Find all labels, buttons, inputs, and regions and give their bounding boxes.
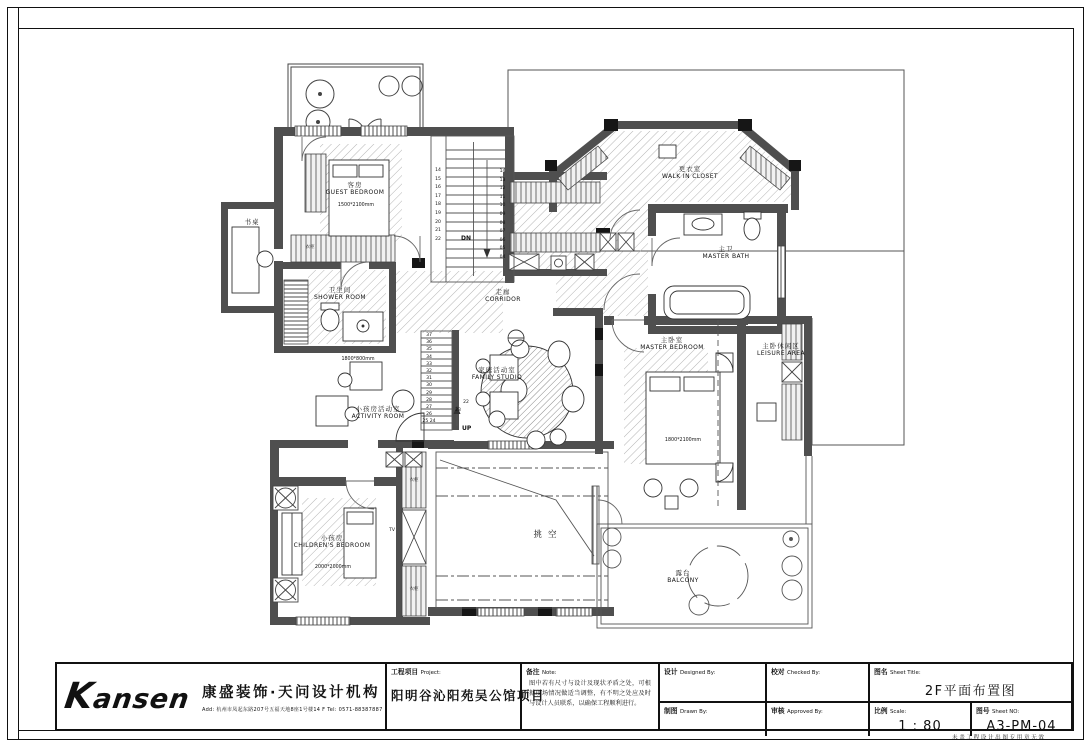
stair-numbers-run2: 37 36 35 34 33 32 31 30 29 28 27 26 25 24 — [422, 333, 436, 425]
company-block — [202, 681, 383, 713]
room-label-family-studio: 家庭活动室 FAMILY STUDIO — [471, 366, 523, 382]
stair-number-22: 22 — [463, 400, 469, 405]
title-block — [55, 662, 1073, 734]
master-bed-dimension: 1800*2100mm — [664, 438, 702, 443]
room-label-activity-room: 小孩房活动室 ACTIVITY ROOM — [351, 405, 405, 421]
scale-value: 1 : 80 — [898, 719, 942, 734]
label-tv: TV — [389, 528, 395, 533]
room-label-master-bath: 主卫 MASTER BATH — [702, 245, 750, 261]
designed-by-cell: 设计 Designed By: — [660, 664, 767, 703]
scale-cell: 比例 Scale: 1 : 80 — [870, 703, 972, 736]
signature-grid — [660, 664, 1071, 734]
note-text: 图中若有尺寸与设计及现状矛盾之处，可根据现场情况做适当调整，有不明之处应及时与设计人员联系，以确保工程顺利进行。 — [529, 680, 651, 707]
room-label-guest-bedroom: 客房 GUEST BEDROOM — [325, 181, 385, 197]
checked-by-cell: 校对 Checked By: — [767, 664, 870, 703]
children-bed-dimension: 2000*2000mm — [314, 565, 352, 570]
label-wardrobe-guest: 衣柜 — [305, 245, 315, 250]
guest-bed-dimension: 1500*2100mm — [337, 203, 375, 208]
stair-dn-label: DN — [461, 235, 472, 242]
room-label-children-bedroom: 小孩房 CHILDREN'S BEDROOM — [293, 534, 371, 550]
stair-numbers-run1-right: 14 13 12 11 10 09 08 07 06 05 04 — [499, 169, 506, 260]
stair-number-23: 23 — [455, 408, 461, 413]
project-name: 阳明谷沁阳苑吴公馆项目 — [391, 688, 546, 703]
sheet-no-cell: 图号 Sheet NO: A3-PM-04 — [972, 703, 1071, 736]
room-label-void: 挑空 — [533, 530, 563, 540]
room-label-balcony: 露台 BALCONY — [667, 569, 699, 585]
logo-cell — [57, 664, 387, 729]
brand-wordmark: Kansen — [62, 676, 192, 717]
note-cell — [522, 664, 660, 729]
room-label-corridor: 走廊 CORRIDOR — [485, 288, 521, 304]
stair-numbers-run1-left: 14 15 16 17 18 19 20 21 22 — [435, 168, 441, 242]
company-address: Add: 杭州市凤起东路207号五福天地8座1号楼14 F Tel: 0571-88387887 — [201, 706, 383, 713]
label-wardrobe-bottom: 衣柜 — [409, 587, 419, 592]
stair-up-label: UP — [462, 425, 472, 432]
sheet-title-cell: 图名 Sheet Title: 2F平面布置图 — [870, 664, 1071, 703]
room-label-leisure-area: 主卧休闲区 LEISURE AREA — [757, 342, 805, 358]
drawn-by-cell: 制图 Drawn By: — [660, 703, 767, 736]
label-desk: 书桌 — [244, 218, 260, 226]
sheet-no-value: A3-PM-04 — [986, 719, 1057, 734]
activity-room-dimension: 1800*800mm — [341, 357, 375, 362]
room-label-walk-in-closet: 更衣室 WALK IN CLOSET — [662, 165, 718, 181]
approved-by-cell: 审核 Approved By: — [767, 703, 870, 736]
project-label: 工程项目 Project: — [391, 668, 441, 676]
note-label: 备注 Note: — [526, 668, 557, 676]
company-name: 康盛装饰·天问设计机构 — [201, 684, 380, 701]
validity-stamp-note: 未盖工程设计出图专用章无效 — [952, 735, 1046, 741]
room-label-shower-room: 卫生间 SHOWER ROOM — [313, 286, 367, 302]
label-wardrobe-top: 衣柜 — [409, 478, 419, 483]
room-label-master-bedroom: 主卧室 MASTER BEDROOM — [640, 336, 704, 352]
sheet-title-value: 2F平面布置图 — [924, 684, 1017, 699]
